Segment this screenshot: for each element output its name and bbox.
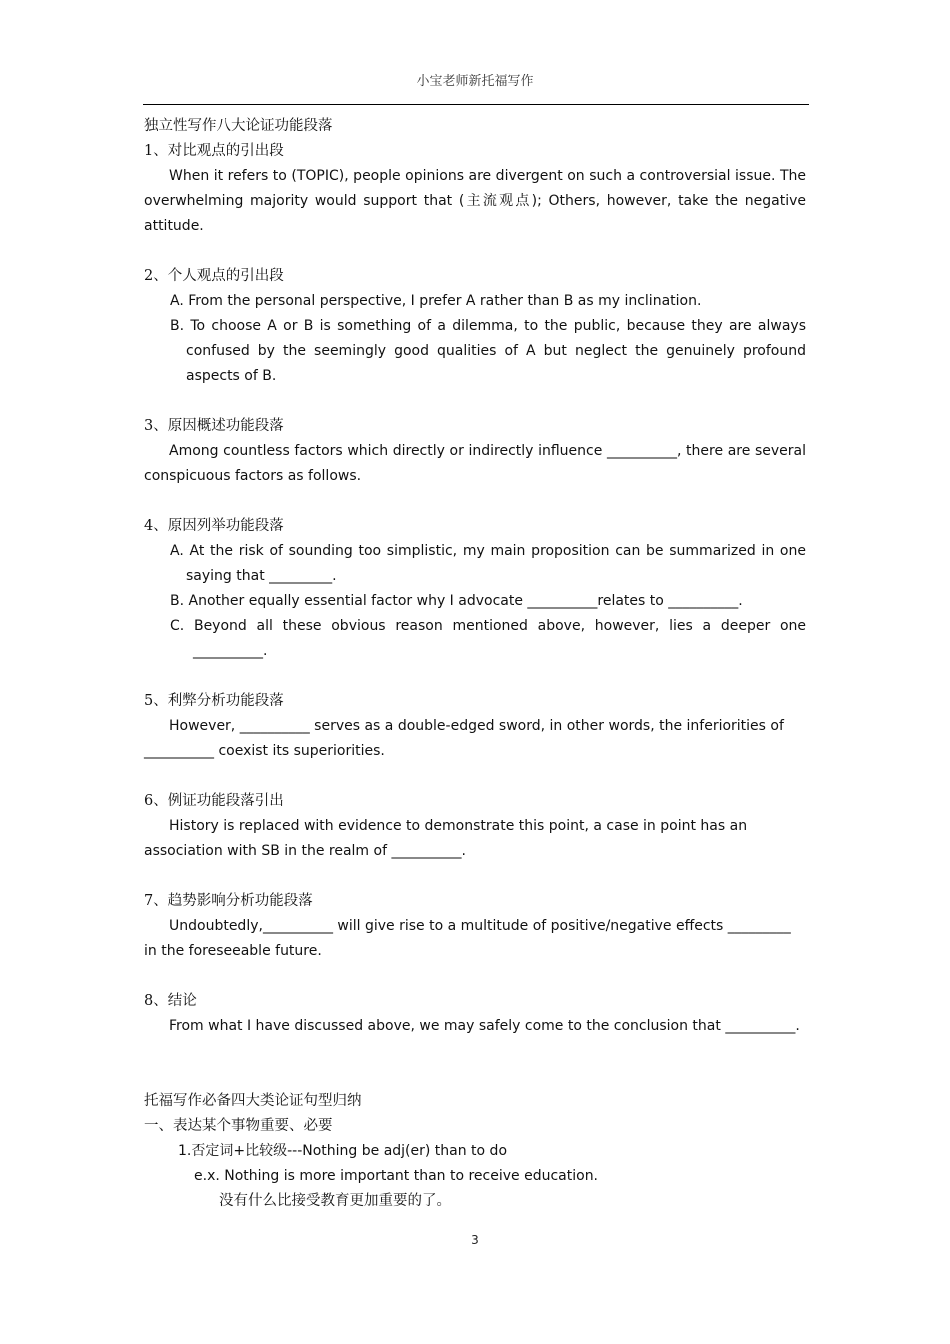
section2-title: 托福写作必备四大类论证句型归纳	[144, 1093, 362, 1109]
example-chinese: 没有什么比接受教育更加重要的了。	[219, 1193, 451, 1209]
item-paragraph-8: From what I have discussed above, we may safely come to the conclusion that __________.	[169, 1018, 800, 1034]
item-paragraph-5: However, __________ serves as a double-edged sword, in other words, the inferiorities of __________ coexist its superiorities.	[144, 718, 784, 759]
item-option-4c: C. Beyond all these obvious reason mentioned above, however, lies a deeper one __________.	[170, 618, 806, 659]
item-option-4a: A. At the risk of sounding too simplistic, my main proposition can be summarized in one saying that _________.	[170, 543, 806, 584]
page-content	[144, 114, 806, 1214]
section2-subheading: 一、表达某个事物重要、必要	[144, 1118, 333, 1134]
item-heading-3: 3、原因概述功能段落	[144, 418, 284, 434]
item-heading-1: 1、对比观点的引出段	[144, 143, 284, 159]
header-rule	[143, 104, 809, 105]
pattern-line: 1.否定词+比较级---Nothing be adj(er) than to do	[178, 1143, 508, 1159]
item-paragraph-7: Undoubtedly,__________ will give rise to a multitude of positive/negative effects _________ in the foreseeable future.	[144, 918, 791, 959]
item-paragraph-3: Among countless factors which directly or indirectly influence __________, there are several conspicuous factors as follows.	[144, 443, 806, 484]
item-option-4b: B. Another equally essential factor why I advocate __________relates to __________.	[170, 593, 743, 609]
item-paragraph-1: When it refers to (TOPIC), people opinions are divergent on such a controversial issue. The overwhelming majority would support that (主流观点); Others, however, take the negative attitude.	[144, 168, 806, 234]
item-heading-2: 2、个人观点的引出段	[144, 268, 284, 284]
page-header: 小宝老师新托福写作	[416, 74, 534, 89]
item-heading-6: 6、例证功能段落引出	[144, 793, 284, 809]
item-option-2b: B. To choose A or B is something of a dilemma, to the public, because they are always confused by the seemingly good qualities of A but neglect the genuinely profound aspects of B.	[170, 318, 806, 384]
item-heading-5: 5、利弊分析功能段落	[144, 693, 284, 709]
item-paragraph-6: History is replaced with evidence to demonstrate this point, a case in point has an association with SB in the realm of __________.	[144, 818, 748, 859]
section-title: 独立性写作八大论证功能段落	[144, 118, 333, 134]
item-option-2a: A. From the personal perspective, I prefer A rather than B as my inclination.	[170, 293, 702, 309]
example-english: e.x. Nothing is more important than to receive education.	[194, 1168, 599, 1184]
page-number: 3	[471, 1233, 479, 1247]
item-heading-7: 7、趋势影响分析功能段落	[144, 893, 313, 909]
item-heading-4: 4、原因列举功能段落	[144, 518, 284, 534]
item-heading-8: 8、结论	[144, 993, 197, 1009]
